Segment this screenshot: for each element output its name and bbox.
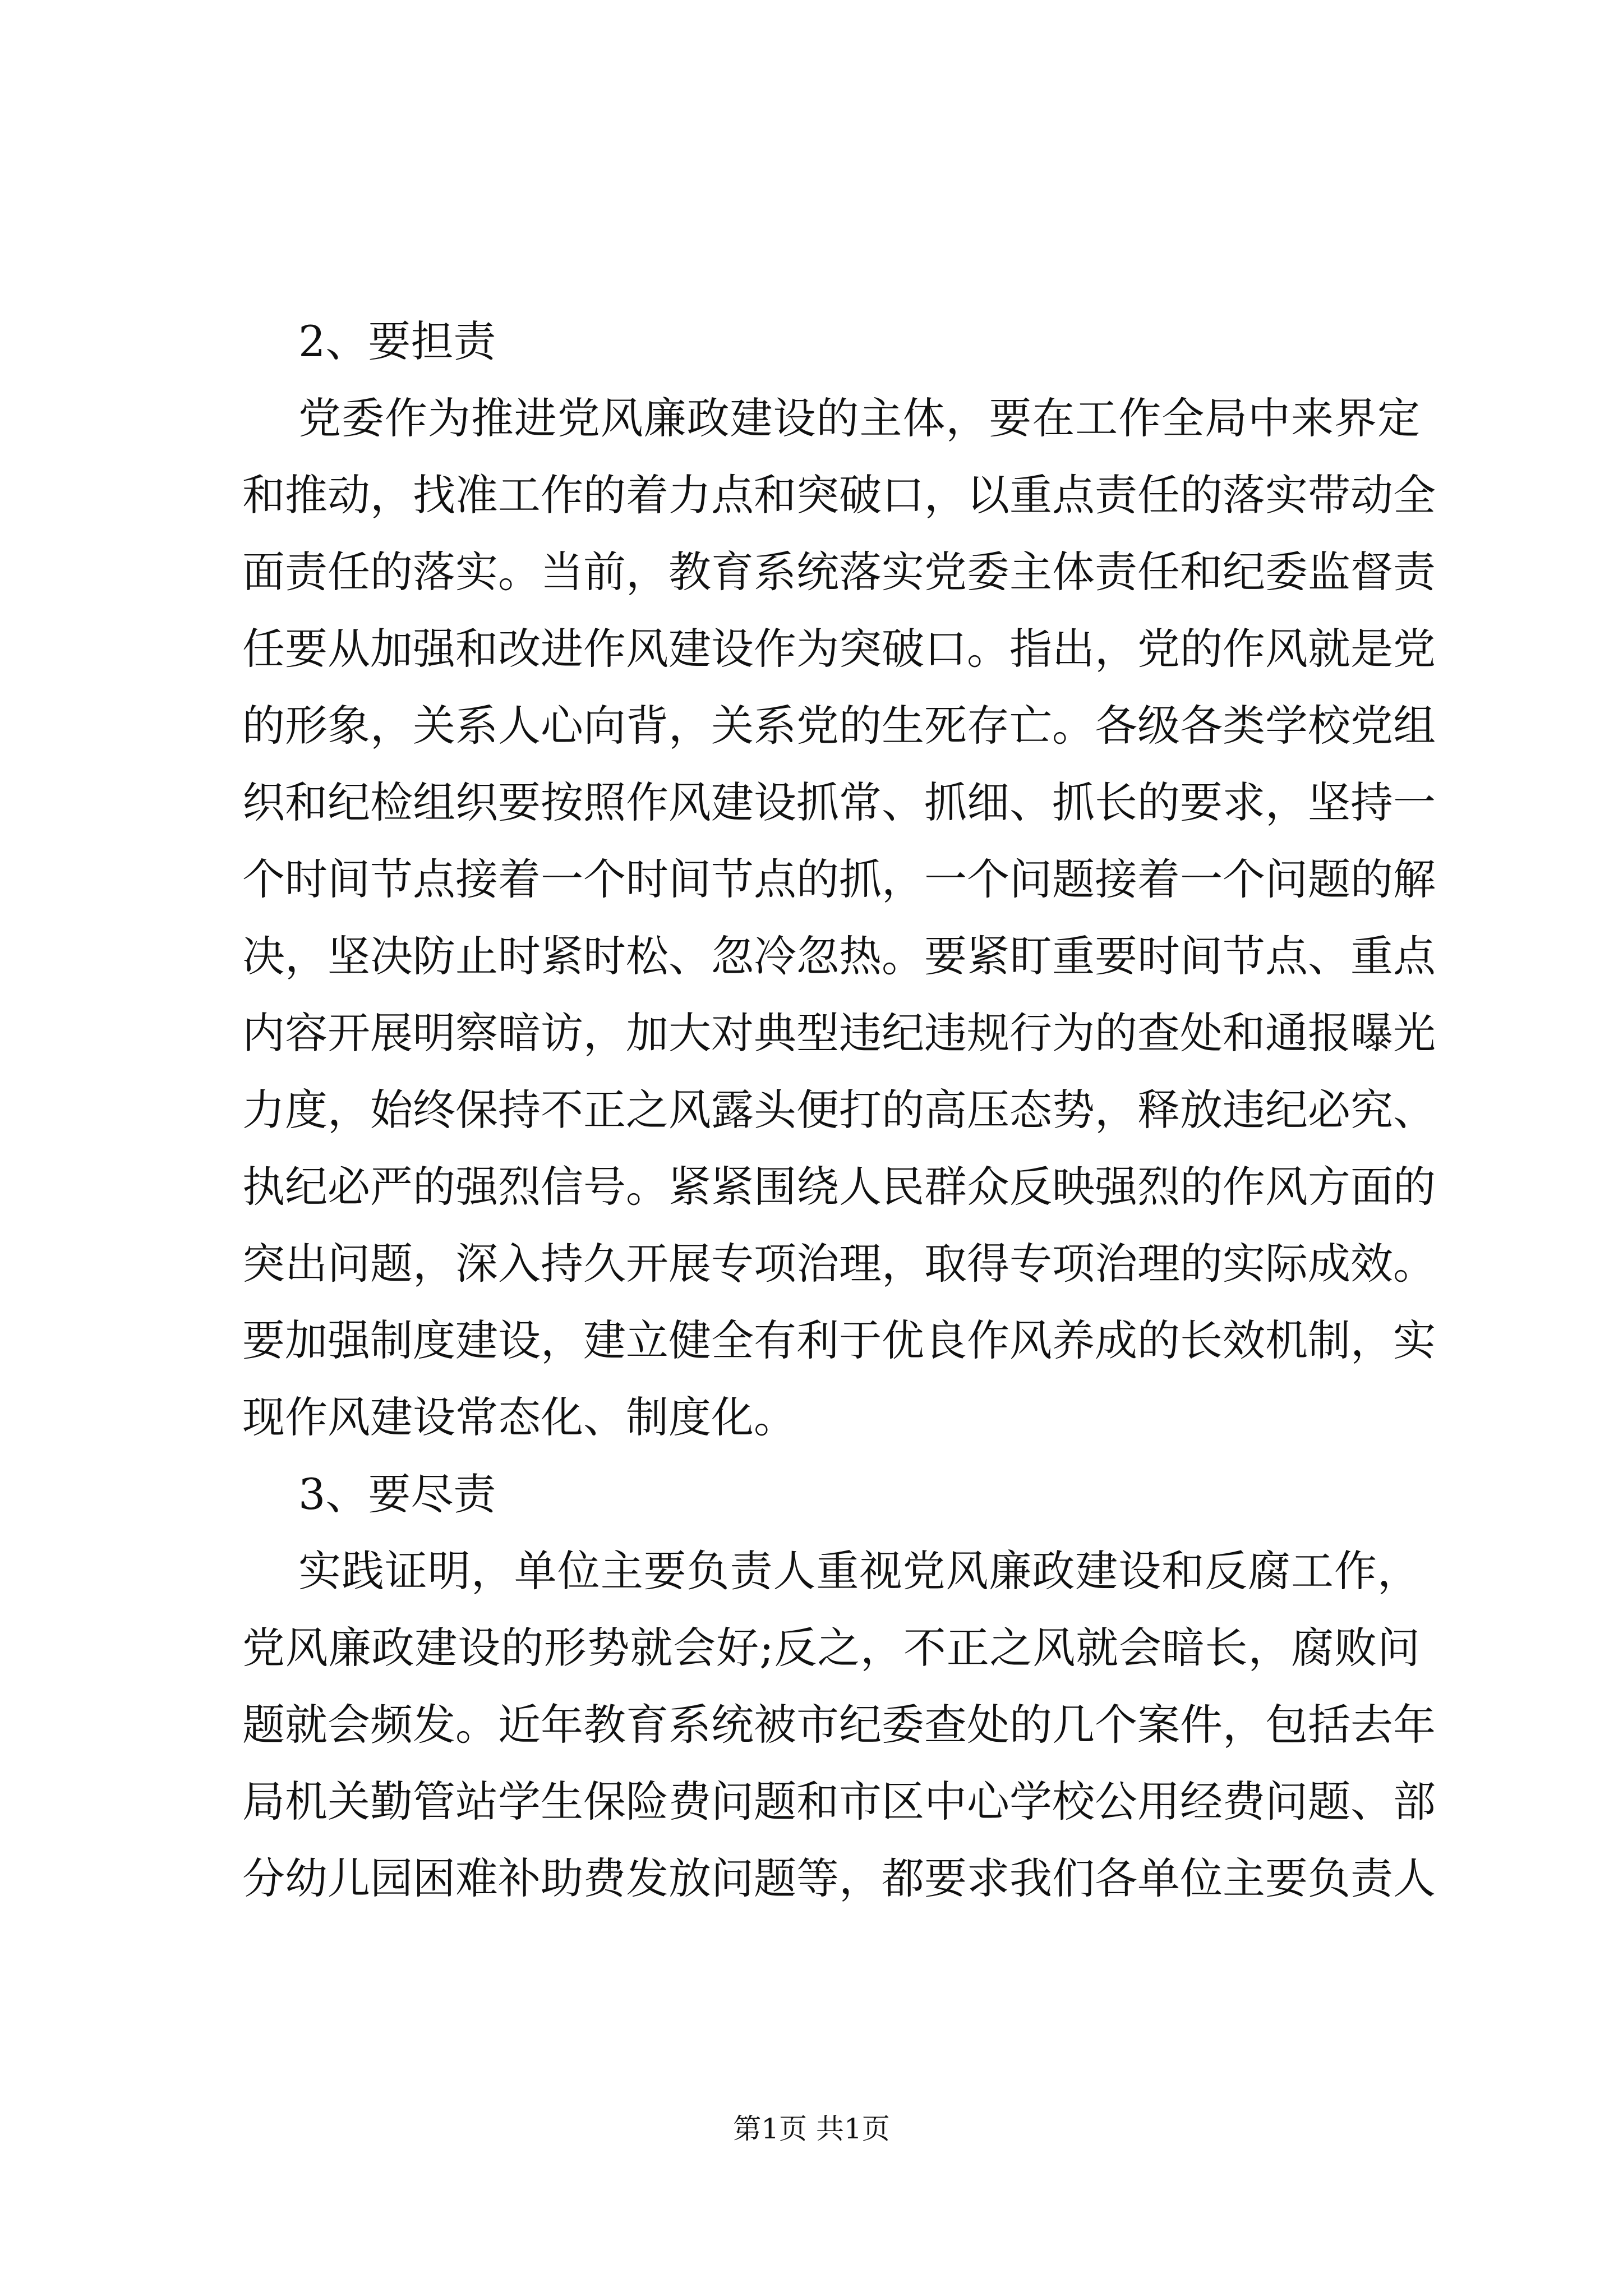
paragraph-line: 党委作为推进党风廉政建设的主体，要在工作全局中来界定	[298, 393, 1420, 443]
paragraph-line: 实践证明，单位主要负责人重视党风廉政建设和反腐工作，	[298, 1546, 1420, 1596]
paragraph-line: 织和纪检组织要按照作风建设抓常、抓细、抓长的要求，坚持一	[242, 777, 1436, 827]
paragraph-line: 现作风建设常态化、制度化。	[242, 1392, 796, 1442]
paragraph-line: 力度，始终保持不正之风露头便打的高压态势，释放违纪必究、	[242, 1085, 1436, 1135]
paragraph-line: 决，坚决防止时紧时松、忽冷忽热。要紧盯重要时间节点、重点	[242, 931, 1436, 981]
paragraph-line: 面责任的落实。当前，教育系统落实党委主体责任和纪委监督责	[242, 547, 1436, 597]
paragraph-line: 内容开展明察暗访，加大对典型违纪违规行为的查处和通报曝光	[242, 1008, 1436, 1058]
page-footer: 第1页 共1页	[733, 2113, 890, 2145]
paragraph-line: 党风廉政建设的形势就会好;反之，不正之风就会暗长，腐败问	[242, 1623, 1420, 1673]
paragraph-line: 的形象，关系人心向背，关系党的生死存亡。各级各类学校党组	[242, 701, 1436, 751]
paragraph-line: 和推动，找准工作的着力点和突破口，以重点责任的落实带动全	[242, 470, 1436, 520]
paragraph-line: 突出问题，深入持久开展专项治理，取得专项治理的实际成效。	[242, 1239, 1436, 1289]
document-body	[242, 303, 1436, 1917]
paragraph-section-2	[242, 380, 1436, 1456]
paragraph-line: 分幼儿园困难补助费发放问题等，都要求我们各单位主要负责人	[242, 1853, 1436, 1903]
paragraph-line: 要加强制度建设，建立健全有利于优良作风养成的长效机制，实	[242, 1315, 1436, 1365]
paragraph-line: 个时间节点接着一个时间节点的抓，一个问题接着一个问题的解	[242, 854, 1436, 904]
section-heading-2: 2、要担责	[298, 316, 496, 366]
section-heading-3: 3、要尽责	[298, 1469, 496, 1519]
paragraph-line: 任要从加强和改进作风建设作为突破口。指出，党的作风就是党	[242, 624, 1436, 674]
paragraph-line: 局机关勤管站学生保险费问题和市区中心学校公用经费问题、部	[242, 1777, 1436, 1826]
paragraph-line: 执纪必严的强烈信号。紧紧围绕人民群众反映强烈的作风方面的	[242, 1162, 1436, 1212]
paragraph-line: 题就会频发。近年教育系统被市纪委查处的几个案件，包括去年	[242, 1700, 1436, 1750]
paragraph-section-3	[242, 1533, 1436, 1917]
